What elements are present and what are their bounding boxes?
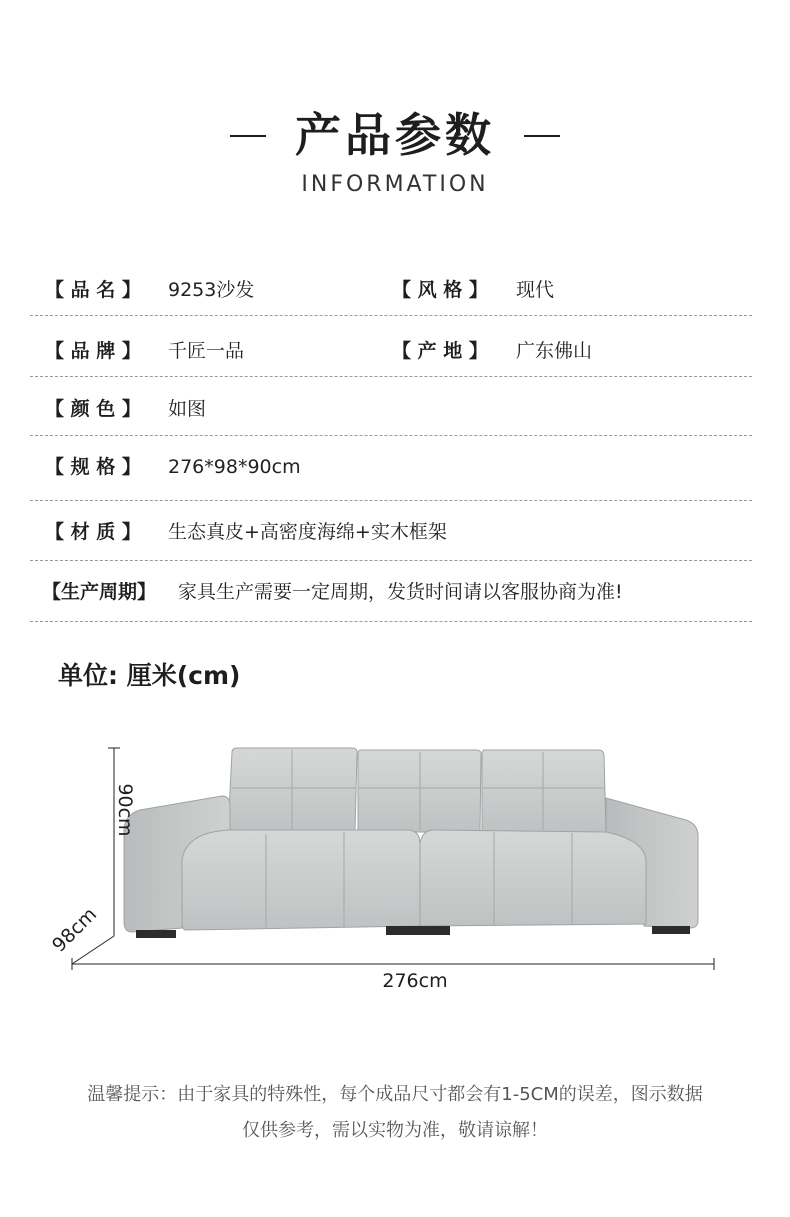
spec-row-production-cycle [0, 572, 790, 612]
spec-label-size: 【 规 格 】 [45, 456, 141, 478]
spec-label-production-cycle: 【生产周期】 [42, 581, 157, 603]
spec-label-brand: 【 品 牌 】 [45, 340, 141, 362]
back-cushions [228, 748, 606, 832]
divider [30, 500, 752, 501]
spec-row-name-style [0, 270, 790, 310]
spec-value-color: 如图 [168, 398, 207, 420]
divider [30, 435, 752, 436]
sofa-foot [136, 930, 176, 938]
spec-value-name: 9253沙发 [168, 279, 255, 301]
spec-value-material: 生态真皮+高密度海绵+实木框架 [168, 521, 447, 543]
page-header [0, 100, 790, 170]
spec-row-material [0, 512, 790, 552]
spec-value-production-cycle: 家具生产需要一定周期，发货时间请以客服协商为准! [178, 581, 623, 603]
title-right-line [524, 135, 560, 137]
spec-label-origin: 【 产 地 】 [392, 340, 488, 362]
spec-value-style: 现代 [516, 279, 555, 301]
divider [30, 560, 752, 561]
spec-label-style: 【 风 格 】 [392, 279, 488, 301]
depth-dimension-label: 98cm [48, 903, 102, 957]
height-dimension-label: 90cm [114, 783, 136, 837]
sofa-foot [652, 926, 690, 934]
unit-label: 单位: 厘米(cm) [58, 661, 241, 690]
spec-value-size: 276*98*90cm [168, 456, 301, 478]
page-subtitle: INFORMATION [301, 172, 489, 197]
divider [30, 315, 752, 316]
spec-label-color: 【 颜 色 】 [45, 398, 141, 420]
note-line-2: 仅供参考，需以实物为准，敬请谅解！ [242, 1120, 548, 1141]
spec-row-brand-origin [0, 331, 790, 371]
divider [30, 621, 752, 622]
divider [30, 376, 752, 377]
note-line-1: 温馨提示：由于家具的特殊性，每个成品尺寸都会有1-5CM的误差，图示数据 [87, 1084, 703, 1105]
spec-label-name: 【 品 名 】 [45, 279, 141, 301]
page-title: 产品参数 [295, 108, 495, 162]
sofa-foot [386, 926, 450, 935]
spec-value-origin: 广东佛山 [516, 340, 593, 362]
spec-value-brand: 千匠一品 [168, 340, 245, 362]
spec-row-color [0, 389, 790, 429]
spec-row-size [0, 447, 790, 487]
width-dimension-label: 276cm [382, 970, 448, 992]
spec-label-material: 【 材 质 】 [45, 521, 141, 543]
